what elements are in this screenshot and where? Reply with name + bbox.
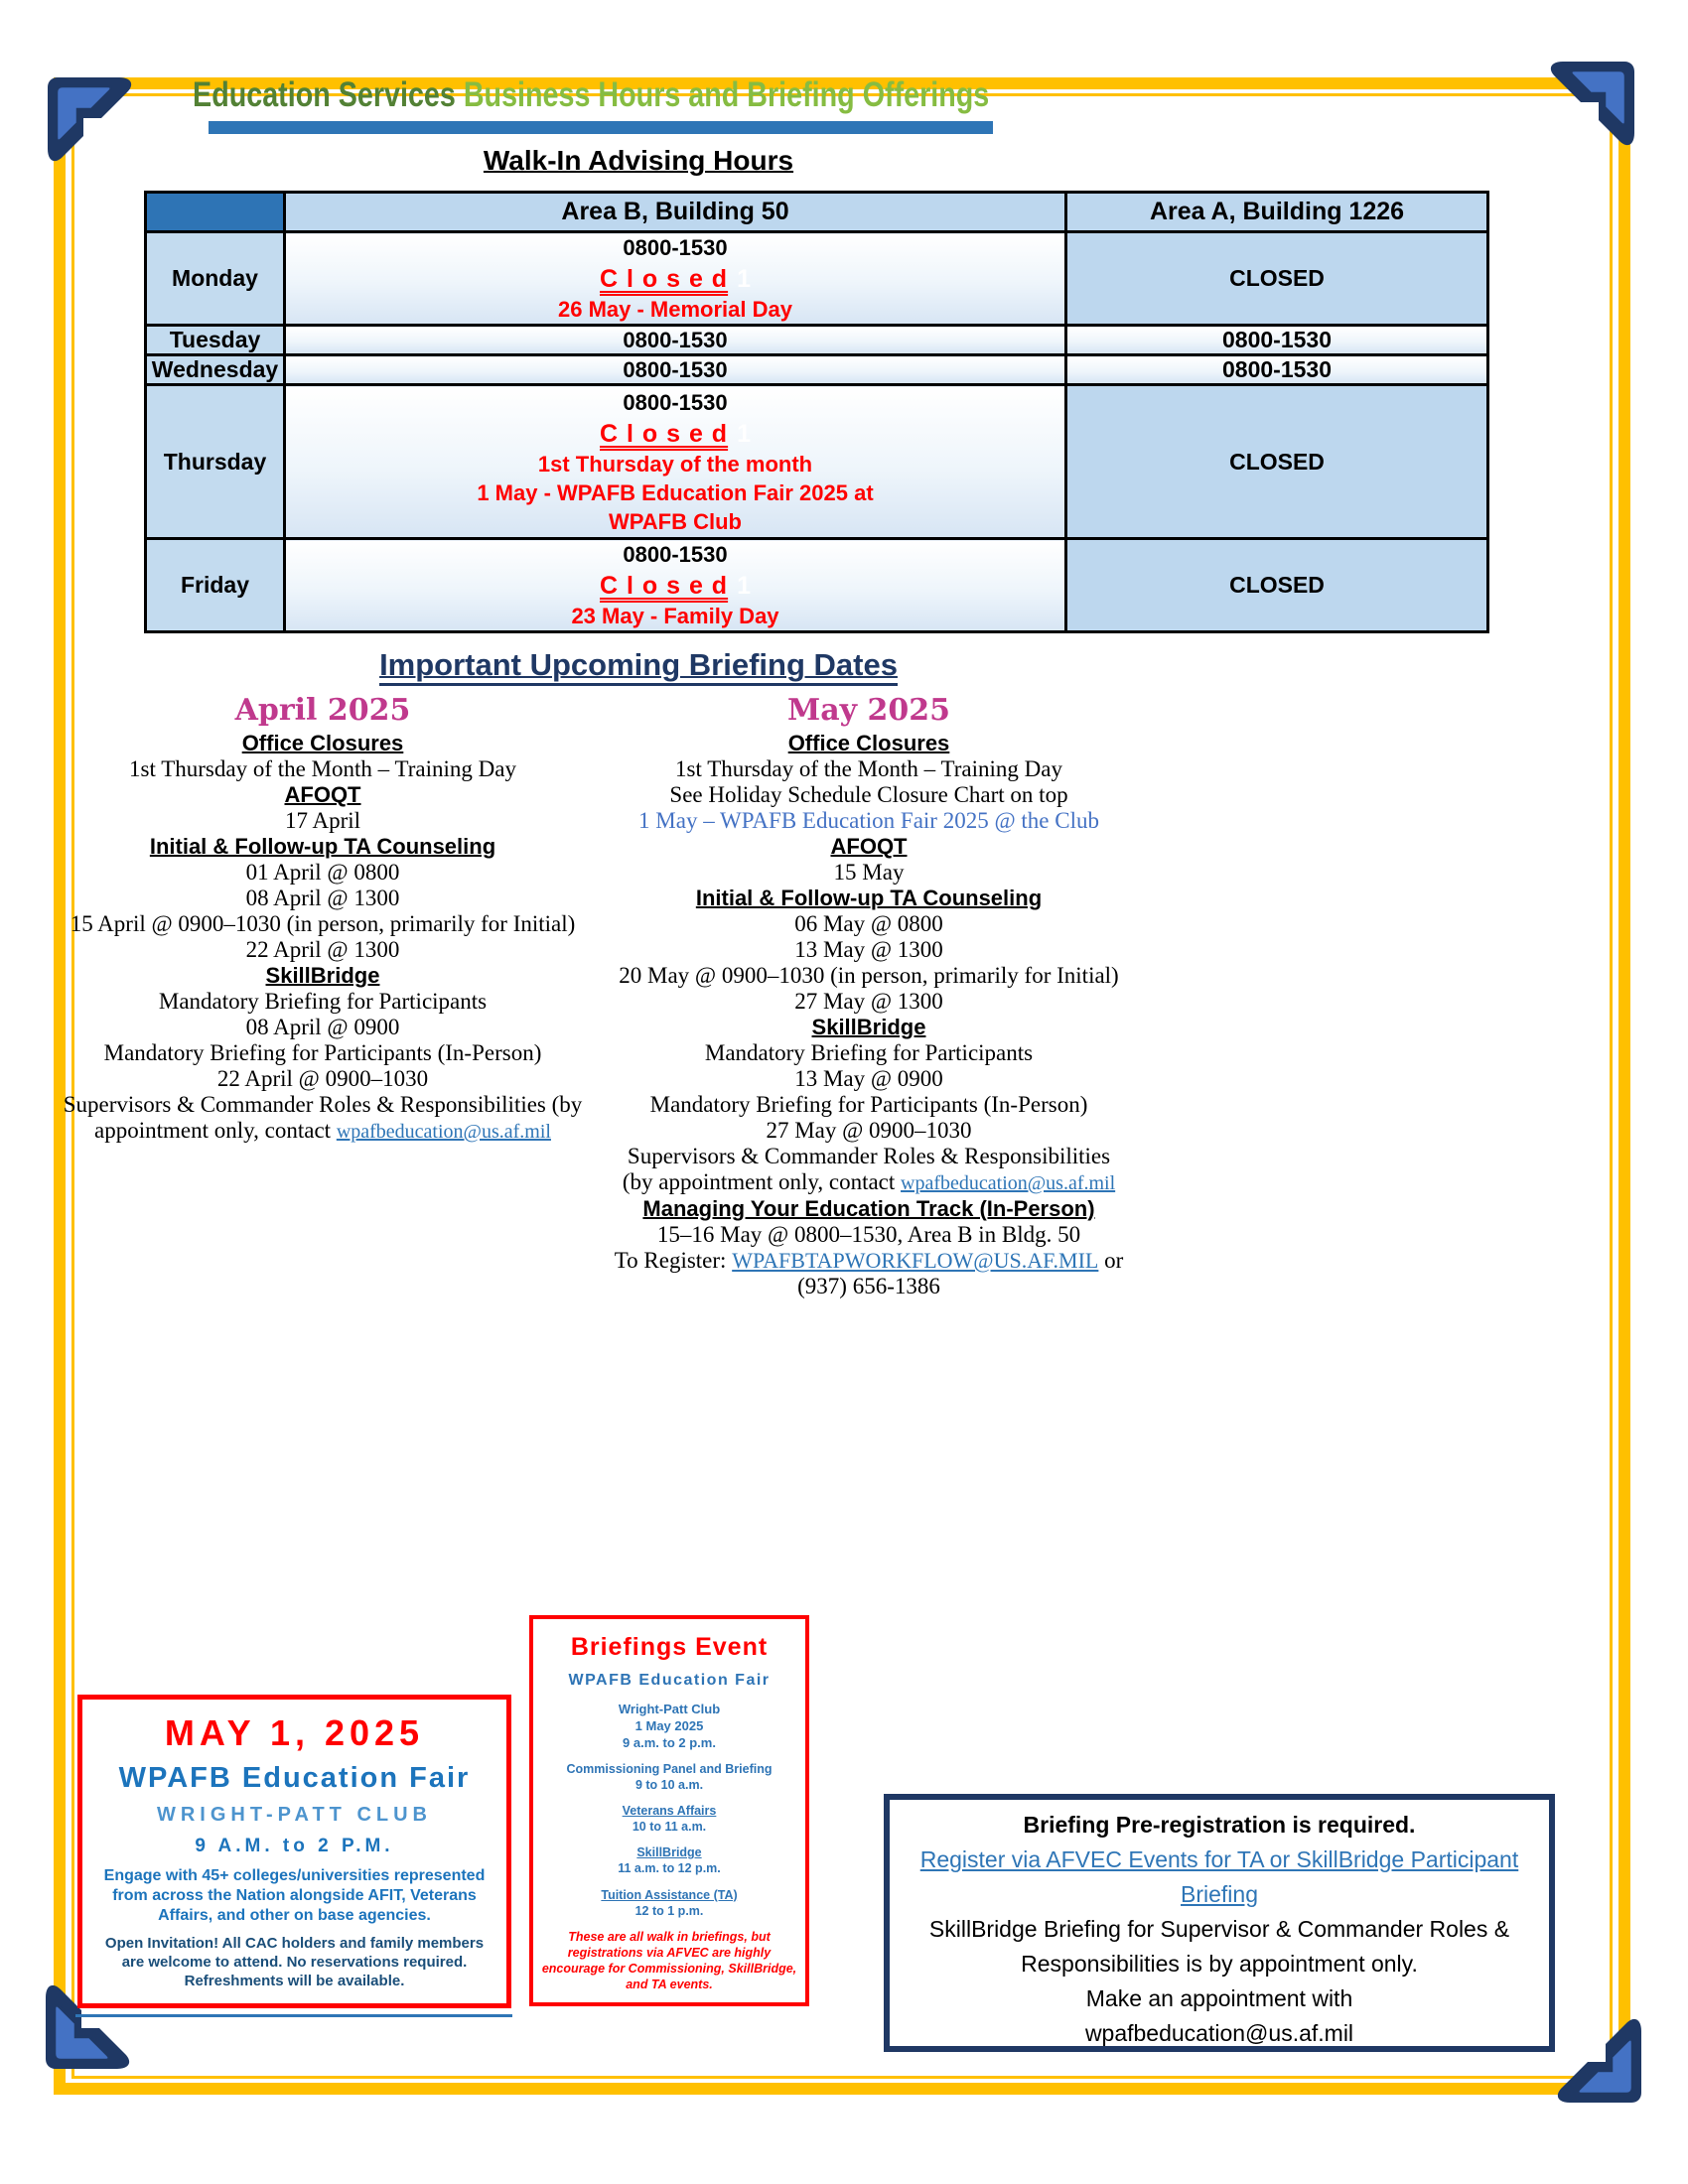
text-line: 22 April @ 1300 bbox=[245, 937, 400, 962]
briefings-event-box bbox=[529, 1615, 809, 2006]
section-heading-skillbridge: SkillBridge bbox=[265, 963, 380, 988]
briefing-dates-heading: Important Upcoming Briefing Dates bbox=[0, 647, 1277, 683]
table-row-friday bbox=[146, 539, 1488, 632]
education-fair-box bbox=[77, 1695, 511, 2008]
area-b-friday-cell bbox=[285, 539, 1066, 632]
supervisors-line: Supervisors & Commander Roles & Responsibilities bbox=[627, 1144, 1111, 1168]
closed-footnote: 1 bbox=[737, 572, 751, 600]
closed-footnote: 1 bbox=[737, 419, 751, 448]
briefings-walkin-note: These are all walk in briefings, but registrations via AFVEC are highly encourage for Commissioning, SkillBridge, and TA events. bbox=[541, 1929, 797, 1991]
text-line: Mandatory Briefing for Participants bbox=[158, 989, 488, 1014]
email-link-tap-workflow[interactable]: WPAFBTAPWORKFLOW@US.AF.MIL bbox=[732, 1248, 1099, 1273]
text-line: 08 April @ 1300 bbox=[245, 886, 400, 910]
corner-ornament-bottom-right-icon bbox=[1554, 2015, 1643, 2105]
section-heading-office-closures: Office Closures bbox=[241, 731, 404, 755]
area-b-monday-cell bbox=[285, 232, 1066, 326]
closed-line: C l o s e d 1 bbox=[600, 265, 751, 293]
day-label-monday: Monday bbox=[146, 232, 285, 326]
page-title bbox=[0, 75, 1182, 115]
briefings-event-subheading: WPAFB Education Fair bbox=[568, 1672, 771, 1690]
supervisors-contact-line: (by appointment only, contact wpafbeducation@us.af.mil bbox=[622, 1169, 1116, 1194]
hours-text: 0800-1530 bbox=[623, 389, 728, 415]
text-line: Mandatory Briefing for Participants (In-Person) bbox=[649, 1092, 1088, 1117]
briefings-item-tuition-assistance: Tuition Assistance (TA) 12 to 1 p.m. bbox=[601, 1887, 738, 1918]
section-heading-education-track: Managing Your Education Track (In-Person) bbox=[642, 1196, 1095, 1221]
closure-note: 26 May - Memorial Day bbox=[558, 297, 792, 322]
text-line: 1st Thursday of the Month – Training Day bbox=[129, 756, 516, 781]
table-header-row bbox=[146, 193, 1488, 232]
table-row-monday bbox=[146, 232, 1488, 326]
table-row-thursday bbox=[146, 385, 1488, 539]
area-a-tuesday-cell: 0800-1530 bbox=[1066, 326, 1488, 355]
area-a-thursday-cell: CLOSED bbox=[1066, 385, 1488, 539]
afvec-register-link[interactable]: Register via AFVEC Events for TA or SkillBridge Participant Briefing bbox=[919, 1846, 1519, 1907]
supervisors-line: Supervisors & Commander Roles & Responsibilities (by appointment only, contact wpafbeducation@us.af.mil bbox=[63, 1092, 583, 1143]
text-line: 15–16 May @ 0800–1530, Area B in Bldg. 50 bbox=[656, 1222, 1081, 1247]
month-heading-april: April 2025 bbox=[234, 693, 411, 728]
text-line: 08 April @ 0900 bbox=[245, 1015, 400, 1039]
day-label-friday: Friday bbox=[146, 539, 285, 632]
day-label-tuesday: Tuesday bbox=[146, 326, 285, 355]
page-title-secondary: Business Hours and Briefing Offerings bbox=[455, 75, 990, 114]
column-header-area-a: Area A, Building 1226 bbox=[1066, 193, 1488, 232]
april-column bbox=[40, 693, 606, 1145]
fair-description: Engage with 45+ colleges/universities represented from across the Nation alongside AFIT, Veterans Affairs, and other on base agencies. bbox=[103, 1866, 486, 1924]
area-b-thursday-cell bbox=[285, 385, 1066, 539]
briefings-item-veterans-affairs: Veterans Affairs 10 to 11 a.m. bbox=[622, 1804, 717, 1835]
area-b-wednesday-cell: 0800-1530 bbox=[285, 355, 1066, 385]
briefings-event-meta: Wright-Patt Club 1 May 2025 9 a.m. to 2 p.m. bbox=[618, 1701, 721, 1750]
section-heading-afoqt: AFOQT bbox=[284, 782, 361, 807]
register-line: To Register: WPAFBTAPWORKFLOW@US.AF.MIL or bbox=[614, 1248, 1124, 1273]
day-label-wednesday: Wednesday bbox=[146, 355, 285, 385]
text-line: 01 April @ 0800 bbox=[245, 860, 400, 885]
section-heading-ta-counseling: Initial & Follow-up TA Counseling bbox=[695, 886, 1043, 910]
closure-note: 1 May - WPAFB Education Fair 2025 at WPAFB Club bbox=[477, 479, 874, 534]
walkin-hours-table bbox=[144, 191, 1489, 633]
area-a-monday-cell: CLOSED bbox=[1066, 232, 1488, 326]
text-line: 27 May @ 0900–1030 bbox=[766, 1118, 972, 1143]
table-corner-cell bbox=[146, 193, 285, 232]
text-line: 06 May @ 0800 bbox=[794, 911, 943, 936]
text-line: Mandatory Briefing for Participants (In-Person) bbox=[103, 1040, 542, 1065]
briefings-event-heading: Briefings Event bbox=[570, 1633, 769, 1661]
page-title-primary: Education Services bbox=[192, 75, 456, 114]
area-a-friday-cell: CLOSED bbox=[1066, 539, 1488, 632]
fair-invitation: Open Invitation! All CAC holders and family members are welcome to attend. No reservations required. Refreshments will be available. bbox=[104, 1935, 485, 1990]
month-heading-may: May 2025 bbox=[786, 693, 951, 728]
text-line: 27 May @ 1300 bbox=[794, 989, 943, 1014]
text-line: Mandatory Briefing for Participants bbox=[704, 1040, 1034, 1065]
title-underline-bar bbox=[209, 121, 993, 134]
fair-box-underline bbox=[75, 2014, 512, 2017]
area-a-wednesday-cell: 0800-1530 bbox=[1066, 355, 1488, 385]
prereg-make-appointment-line: Make an appointment with bbox=[1085, 1985, 1353, 2011]
briefings-item-commissioning: Commissioning Panel and Briefing 9 to 10 a.m. bbox=[566, 1761, 773, 1792]
prereg-appointment-line: SkillBridge Briefing for Supervisor & Commander Roles & Responsibilities is by appointment only. bbox=[928, 1916, 1510, 1977]
section-heading-skillbridge: SkillBridge bbox=[811, 1015, 926, 1039]
education-fair-note: 1 May – WPAFB Education Fair 2025 @ the Club bbox=[638, 808, 1099, 833]
section-heading-office-closures: Office Closures bbox=[787, 731, 950, 755]
table-row-tuesday bbox=[146, 326, 1488, 355]
table-row-wednesday bbox=[146, 355, 1488, 385]
email-link-wpafbeducation[interactable]: wpafbeducation@us.af.mil bbox=[901, 1172, 1116, 1194]
email-link-wpafbeducation[interactable]: wpafbeducation@us.af.mil bbox=[336, 1121, 551, 1143]
hours-text: 0800-1530 bbox=[623, 235, 728, 260]
fair-venue: WRIGHT-PATT CLUB bbox=[156, 1804, 432, 1827]
text-line: 13 May @ 0900 bbox=[794, 1066, 943, 1091]
preregistration-box bbox=[884, 1794, 1555, 2052]
prereg-required-line: Briefing Pre-registration is required. bbox=[1023, 1812, 1416, 1838]
text-line: See Holiday Schedule Closure Chart on top bbox=[669, 782, 1068, 807]
corner-ornament-top-right-icon bbox=[1547, 60, 1636, 149]
closure-note: 1st Thursday of the month bbox=[537, 451, 813, 477]
text-line: 13 May @ 1300 bbox=[794, 937, 943, 962]
prereg-email: wpafbeducation@us.af.mil bbox=[1084, 2020, 1354, 2046]
section-heading-afoqt: AFOQT bbox=[830, 834, 908, 859]
fair-date: MAY 1, 2025 bbox=[164, 1711, 425, 1753]
hours-text: 0800-1530 bbox=[623, 542, 728, 567]
closed-line: C l o s e d 1 bbox=[600, 572, 751, 600]
walkin-hours-heading: Walk-In Advising Hours bbox=[483, 145, 794, 176]
column-header-area-b: Area B, Building 50 bbox=[285, 193, 1066, 232]
register-phone: (937) 656-1386 bbox=[797, 1274, 940, 1298]
fair-title: WPAFB Education Fair bbox=[118, 1762, 471, 1795]
day-label-thursday: Thursday bbox=[146, 385, 285, 539]
area-b-tuesday-cell: 0800-1530 bbox=[285, 326, 1066, 355]
fair-time: 9 A.M. to 2 P.M. bbox=[195, 1835, 394, 1856]
section-heading-ta-counseling: Initial & Follow-up TA Counseling bbox=[149, 834, 496, 859]
text-line: 1st Thursday of the Month – Training Day bbox=[675, 756, 1062, 781]
text-line: 15 April @ 0900–1030 (in person, primarily for Initial) bbox=[70, 911, 576, 936]
text-line: 15 May bbox=[833, 860, 905, 885]
closed-line: C l o s e d 1 bbox=[600, 419, 751, 448]
closure-note: 23 May - Family Day bbox=[571, 604, 779, 628]
text-line: 20 May @ 0900–1030 (in person, primarily for Initial) bbox=[619, 963, 1119, 988]
briefings-item-skillbridge: SkillBridge 11 a.m. to 12 p.m. bbox=[618, 1845, 721, 1876]
text-line: 22 April @ 0900–1030 bbox=[216, 1066, 429, 1091]
closed-footnote: 1 bbox=[737, 265, 751, 293]
may-column bbox=[586, 693, 1152, 1299]
text-line: 17 April bbox=[284, 808, 361, 833]
